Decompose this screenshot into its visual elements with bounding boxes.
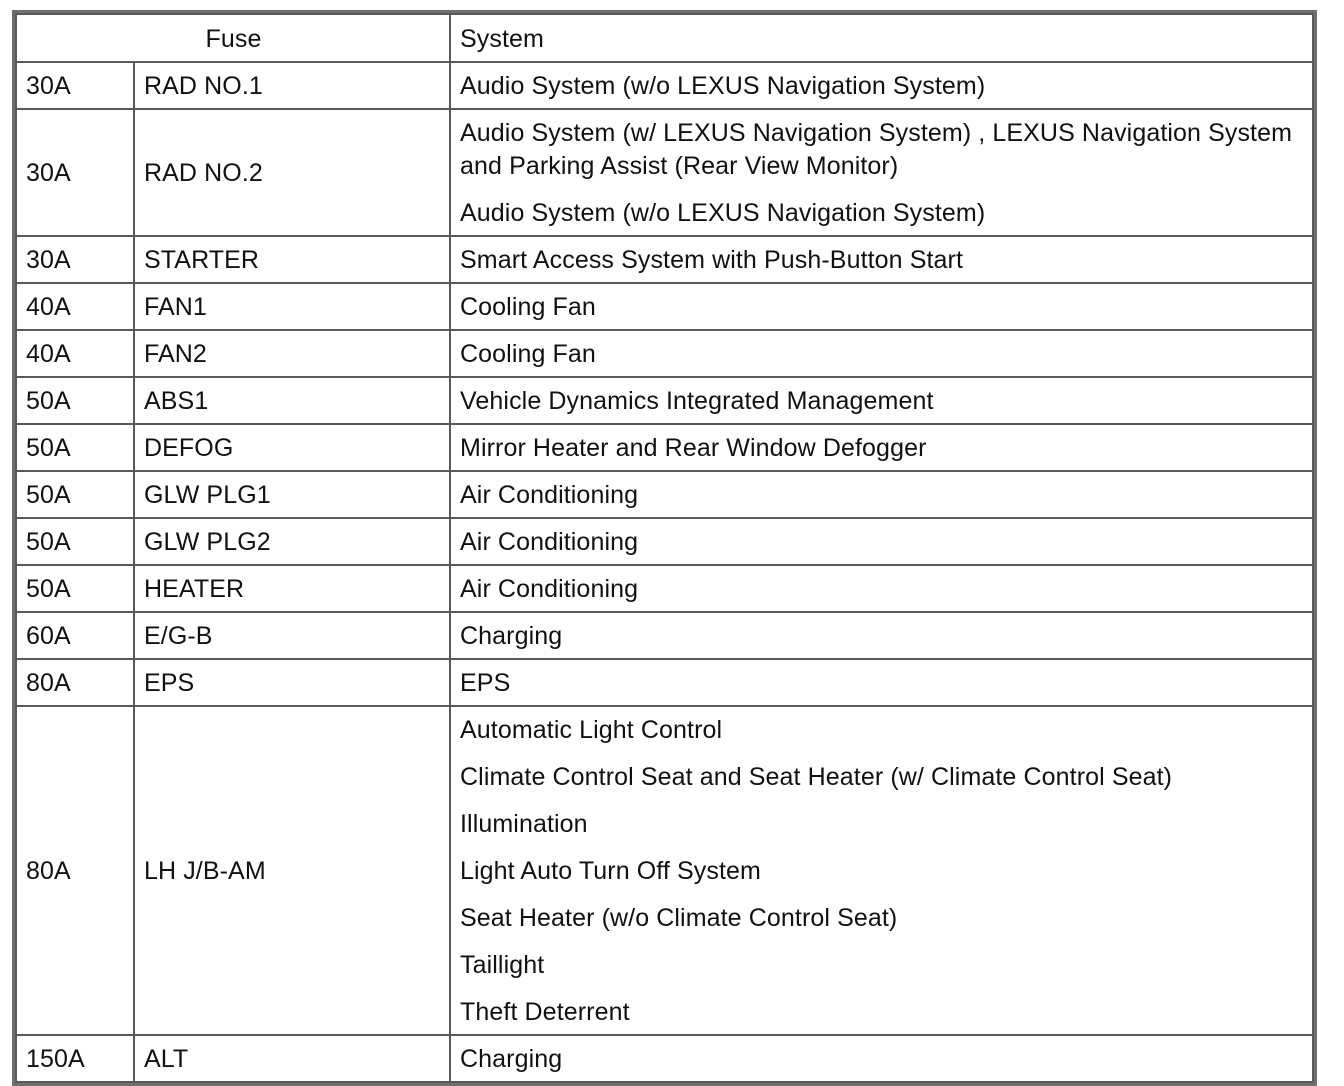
fuse-system-cell — [450, 62, 1313, 109]
fuse-name-cell: E/G-B — [134, 612, 450, 659]
table-row — [16, 706, 1313, 1035]
table-row — [16, 236, 1313, 283]
fuse-table-frame — [12, 10, 1317, 1086]
fuse-name-cell: GLW PLG2 — [134, 518, 450, 565]
table-row — [16, 377, 1313, 424]
fuse-system-cell — [450, 565, 1313, 612]
fuse-name-cell: ALT — [134, 1035, 450, 1082]
system-entry: Theft Deterrent — [460, 998, 630, 1026]
system-entry: Audio System (w/o LEXUS Navigation System) — [460, 72, 986, 100]
fuse-name-cell: HEATER — [134, 565, 450, 612]
system-entry: Cooling Fan — [460, 293, 596, 321]
fuse-system-cell — [450, 109, 1313, 236]
table-row — [16, 330, 1313, 377]
system-list — [460, 291, 1304, 324]
fuse-amperage-cell: 30A — [16, 109, 134, 236]
fuse-system-cell — [450, 518, 1313, 565]
fuse-amperage-cell: 50A — [16, 471, 134, 518]
fuse-system-cell — [450, 330, 1313, 377]
system-entry: Charging — [460, 1045, 563, 1073]
fuse-system-cell — [450, 612, 1313, 659]
system-list — [460, 117, 1304, 230]
system-entry: Climate Control Seat and Seat Heater (w/ Climate Control Seat) — [460, 763, 1173, 791]
table-row — [16, 424, 1313, 471]
fuse-amperage-cell: 50A — [16, 424, 134, 471]
system-column-header: System — [450, 14, 1313, 62]
fuse-amperage-cell: 80A — [16, 706, 134, 1035]
system-entry: Light Auto Turn Off System — [460, 857, 761, 885]
system-list — [460, 1043, 1304, 1076]
fuse-name-cell: EPS — [134, 659, 450, 706]
table-row — [16, 1035, 1313, 1082]
fuse-name-cell: RAD NO.2 — [134, 109, 450, 236]
system-entry: Smart Access System with Push-Button Start — [460, 246, 964, 274]
table-row — [16, 62, 1313, 109]
table-row — [16, 659, 1313, 706]
table-row — [16, 283, 1313, 330]
system-entry: Air Conditioning — [460, 575, 639, 603]
system-list — [460, 244, 1304, 277]
fuse-name-cell: RAD NO.1 — [134, 62, 450, 109]
system-list — [460, 70, 1304, 103]
system-entry: Taillight — [460, 951, 545, 979]
fuse-amperage-cell: 60A — [16, 612, 134, 659]
fuse-name-cell: DEFOG — [134, 424, 450, 471]
fuse-system-cell — [450, 377, 1313, 424]
fuse-amperage-cell: 30A — [16, 236, 134, 283]
fuse-amperage-cell: 50A — [16, 565, 134, 612]
table-row — [16, 109, 1313, 236]
fuse-name-cell: FAN2 — [134, 330, 450, 377]
system-entry: Illumination — [460, 810, 588, 838]
system-entry: EPS — [460, 669, 511, 697]
system-list — [460, 526, 1304, 559]
fuse-name-cell: ABS1 — [134, 377, 450, 424]
system-list — [460, 620, 1304, 653]
table-row — [16, 518, 1313, 565]
fuse-amperage-cell: 40A — [16, 330, 134, 377]
system-entry: Automatic Light Control — [460, 716, 723, 744]
table-row — [16, 471, 1313, 518]
fuse-system-cell — [450, 283, 1313, 330]
system-list — [460, 479, 1304, 512]
system-entry: Mirror Heater and Rear Window Defogger — [460, 434, 927, 462]
fuse-column-header: Fuse — [16, 14, 450, 62]
fuse-name-cell: STARTER — [134, 236, 450, 283]
fuse-system-cell — [450, 236, 1313, 283]
system-entry: Seat Heater (w/o Climate Control Seat) — [460, 904, 898, 932]
system-entry: Audio System (w/o LEXUS Navigation System) — [460, 199, 986, 227]
fuse-amperage-cell: 30A — [16, 62, 134, 109]
table-header-row — [16, 14, 1313, 62]
fuse-amperage-cell: 40A — [16, 283, 134, 330]
fuse-amperage-cell: 50A — [16, 377, 134, 424]
table-row — [16, 565, 1313, 612]
fuse-amperage-cell: 80A — [16, 659, 134, 706]
fuse-name-cell: GLW PLG1 — [134, 471, 450, 518]
fuse-system-cell — [450, 424, 1313, 471]
system-list — [460, 385, 1304, 418]
system-entry: Air Conditioning — [460, 528, 639, 556]
table-row — [16, 612, 1313, 659]
fuse-amperage-cell: 50A — [16, 518, 134, 565]
system-list — [460, 714, 1304, 1029]
system-list — [460, 667, 1304, 700]
fuse-system-cell — [450, 1035, 1313, 1082]
system-list — [460, 432, 1304, 465]
system-entry: Cooling Fan — [460, 340, 596, 368]
fuse-system-cell — [450, 706, 1313, 1035]
fuse-table — [15, 13, 1314, 1083]
system-entry: Air Conditioning — [460, 481, 639, 509]
system-entry: Audio System (w/ LEXUS Navigation System) , LEXUS Navigation System and Parking Assist (Rear View Monitor) — [460, 119, 1293, 180]
system-entry: Charging — [460, 622, 563, 650]
fuse-name-cell: LH J/B-AM — [134, 706, 450, 1035]
system-list — [460, 338, 1304, 371]
fuse-system-cell — [450, 471, 1313, 518]
system-entry: Vehicle Dynamics Integrated Management — [460, 387, 934, 415]
fuse-system-cell — [450, 659, 1313, 706]
fuse-amperage-cell: 150A — [16, 1035, 134, 1082]
fuse-name-cell: FAN1 — [134, 283, 450, 330]
fuse-table-body — [16, 62, 1313, 1082]
system-list — [460, 573, 1304, 606]
